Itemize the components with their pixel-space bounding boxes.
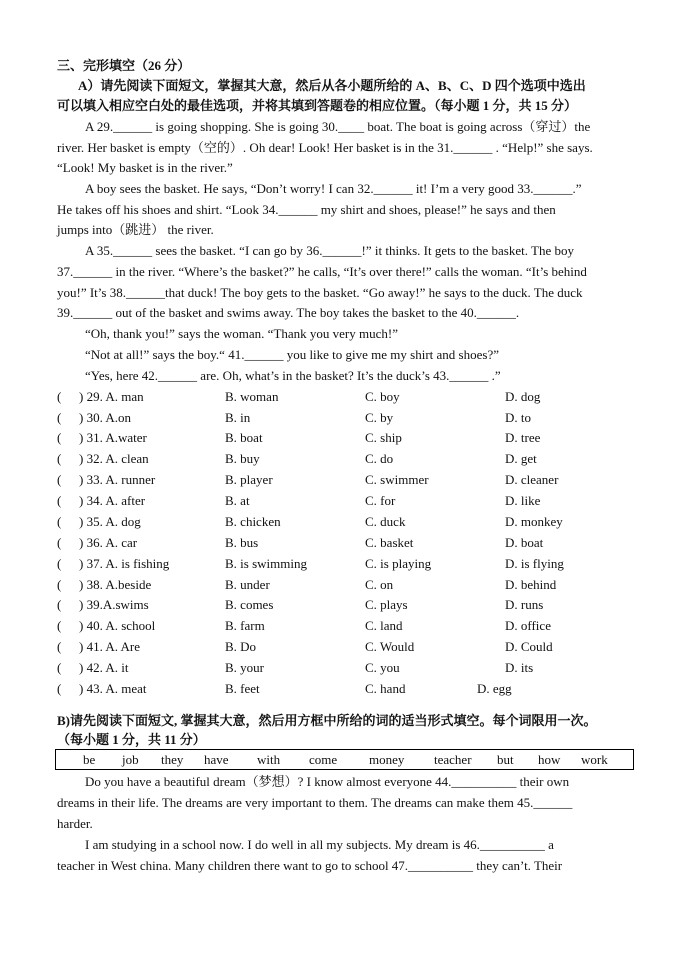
option-b: B. comes bbox=[225, 597, 274, 612]
option-d: D. dog bbox=[505, 389, 541, 404]
part-b-instruction: （每小题 1 分，共 11 分） bbox=[57, 732, 206, 747]
option-c: C. you bbox=[365, 660, 400, 675]
option-d: D. behind bbox=[505, 577, 557, 592]
option-d: D. like bbox=[505, 493, 541, 508]
option-b: B. buy bbox=[225, 451, 260, 466]
option-b: B. chicken bbox=[225, 514, 281, 529]
option-b: B. Do bbox=[225, 639, 257, 654]
option-a: ) 42. A. it bbox=[79, 660, 129, 675]
answer-paren[interactable]: ( bbox=[57, 535, 62, 550]
question-row bbox=[57, 428, 637, 448]
option-a: ) 33. A. runner bbox=[79, 472, 156, 487]
word-box-item: come bbox=[309, 752, 338, 767]
option-d: D. monkey bbox=[505, 514, 563, 529]
option-d: D. get bbox=[505, 451, 537, 466]
answer-paren[interactable]: ( bbox=[57, 577, 62, 592]
option-c: C. plays bbox=[365, 597, 408, 612]
question-row bbox=[57, 449, 637, 469]
word-box bbox=[55, 749, 634, 770]
word-box-item: how bbox=[538, 752, 561, 767]
answer-paren[interactable]: ( bbox=[57, 493, 62, 508]
option-c: C. do bbox=[365, 451, 394, 466]
option-b: B. in bbox=[225, 410, 251, 425]
option-d: D. boat bbox=[505, 535, 544, 550]
answer-paren[interactable]: ( bbox=[57, 681, 62, 696]
passage-line: A 29.______ is going shopping. She is going 30.____ boat. The boat is going across（穿过）the bbox=[85, 119, 591, 134]
question-row bbox=[57, 679, 637, 699]
option-b: B. under bbox=[225, 577, 270, 592]
question-row bbox=[57, 575, 637, 595]
word-box-item: job bbox=[122, 752, 139, 767]
question-row bbox=[57, 408, 637, 428]
option-c: C. basket bbox=[365, 535, 414, 550]
option-b: B. your bbox=[225, 660, 264, 675]
option-d: D. its bbox=[505, 660, 534, 675]
option-b: B. player bbox=[225, 472, 273, 487]
option-b: B. at bbox=[225, 493, 250, 508]
option-d: D. Could bbox=[505, 639, 553, 654]
answer-paren[interactable]: ( bbox=[57, 556, 62, 571]
part-a-instruction: A）请先阅读下面短文，掌握其大意，然后从各小题所给的 A、B、C、D 四个选项中选出 bbox=[78, 78, 586, 93]
option-a: ) 31. A.water bbox=[79, 430, 147, 445]
answer-paren[interactable]: ( bbox=[57, 430, 62, 445]
passage-line: Do you have a beautiful dream（梦想）? I know almost everyone 44.__________ their own bbox=[85, 774, 570, 789]
passage-line: 39.______ out of the basket and swims away. The boy takes the basket to the 40.______. bbox=[57, 305, 520, 320]
option-a: ) 38. A.beside bbox=[79, 577, 152, 592]
passage-line: dreams in their life. The dreams are very important to them. The dreams can make them 45.______ bbox=[57, 795, 573, 810]
question-row bbox=[57, 387, 637, 407]
option-a: ) 39.A.swims bbox=[79, 597, 149, 612]
option-c: C. land bbox=[365, 618, 403, 633]
option-c: C. Would bbox=[365, 639, 415, 654]
option-d: D. egg bbox=[477, 681, 512, 696]
word-box-item: they bbox=[161, 752, 184, 767]
word-box-item: have bbox=[204, 752, 229, 767]
answer-paren[interactable]: ( bbox=[57, 639, 62, 654]
option-a: ) 43. A. meat bbox=[79, 681, 147, 696]
option-a: ) 37. A. is fishing bbox=[79, 556, 170, 571]
passage-line: 37.______ in the river. “Where’s the basket?” he calls, “It’s over there!” calls the woman. “It’s behind bbox=[57, 264, 587, 279]
answer-paren[interactable]: ( bbox=[57, 660, 62, 675]
question-row bbox=[57, 616, 637, 636]
option-d: D. is flying bbox=[505, 556, 564, 571]
passage-line: “Oh, thank you!” says the woman. “Thank you very much!” bbox=[85, 326, 398, 341]
option-c: C. boy bbox=[365, 389, 400, 404]
question-row bbox=[57, 512, 637, 532]
option-b: B. is swimming bbox=[225, 556, 307, 571]
question-row bbox=[57, 491, 637, 511]
word-box-item: be bbox=[83, 752, 96, 767]
option-c: C. duck bbox=[365, 514, 406, 529]
question-row bbox=[57, 637, 637, 657]
passage-line: A boy sees the basket. He says, “Don’t worry! I can 32.______ it! I’m a very good 33.______.” bbox=[85, 181, 582, 196]
passage-line: He takes off his shoes and shirt. “Look 34.______ my shirt and shoes, please!” he says and then bbox=[57, 202, 556, 217]
option-b: B. bus bbox=[225, 535, 259, 550]
answer-paren[interactable]: ( bbox=[57, 472, 62, 487]
passage-line: teacher in West china. Many children there want to go to school 47.__________ they can’t. Their bbox=[57, 858, 563, 873]
option-a: ) 35. A. dog bbox=[79, 514, 141, 529]
option-b: B. boat bbox=[225, 430, 263, 445]
answer-paren[interactable]: ( bbox=[57, 514, 62, 529]
option-b: B. farm bbox=[225, 618, 265, 633]
option-a: ) 29. A. man bbox=[79, 389, 144, 404]
passage-line: “Yes, here 42.______ are. Oh, what’s in the basket? It’s the duck’s 43.______ .” bbox=[85, 368, 501, 383]
passage-line: jumps into（跳进） the river. bbox=[57, 222, 214, 237]
option-b: B. woman bbox=[225, 389, 279, 404]
option-d: D. tree bbox=[505, 430, 541, 445]
answer-paren[interactable]: ( bbox=[57, 410, 62, 425]
option-d: D. runs bbox=[505, 597, 544, 612]
option-c: C. by bbox=[365, 410, 394, 425]
option-a: ) 40. A. school bbox=[79, 618, 156, 633]
option-a: ) 36. A. car bbox=[79, 535, 138, 550]
answer-paren[interactable]: ( bbox=[57, 451, 62, 466]
answer-paren[interactable]: ( bbox=[57, 597, 62, 612]
word-box-item: money bbox=[369, 752, 405, 767]
question-row bbox=[57, 658, 637, 678]
option-c: C. is playing bbox=[365, 556, 432, 571]
word-box-item: but bbox=[497, 752, 514, 767]
option-c: C. for bbox=[365, 493, 396, 508]
question-row bbox=[57, 554, 637, 574]
passage-line: “Not at all!” says the boy.“ 41.______ you like to give me my shirt and shoes?” bbox=[85, 347, 499, 362]
option-c: C. hand bbox=[365, 681, 406, 696]
word-box-item: teacher bbox=[434, 752, 472, 767]
answer-paren[interactable]: ( bbox=[57, 618, 62, 633]
option-c: C. on bbox=[365, 577, 394, 592]
option-d: D. office bbox=[505, 618, 551, 633]
option-a: ) 32. A. clean bbox=[79, 451, 149, 466]
option-a: ) 41. A. Are bbox=[79, 639, 141, 654]
question-row bbox=[57, 533, 637, 553]
word-box-item: with bbox=[257, 752, 281, 767]
answer-paren[interactable]: ( bbox=[57, 389, 62, 404]
option-c: C. swimmer bbox=[365, 472, 429, 487]
option-a: ) 30. A.on bbox=[79, 410, 131, 425]
part-a-instruction: 可以填入相应空白处的最佳选项，并将其填到答题卷的相应位置。（每小题 1 分，共 15 分） bbox=[57, 98, 578, 113]
option-d: D. cleaner bbox=[505, 472, 559, 487]
option-a: ) 34. A. after bbox=[79, 493, 146, 508]
word-box-item: work bbox=[581, 752, 608, 767]
option-c: C. ship bbox=[365, 430, 402, 445]
question-row bbox=[57, 470, 637, 490]
passage-line: A 35.______ sees the basket. “I can go by 36.______!” it thinks. It gets to the basket. The boy bbox=[85, 243, 574, 258]
section-title: 三、完形填空（26 分） bbox=[57, 58, 191, 73]
passage-line: river. Her basket is empty（空的）. Oh dear! Look! Her basket is in the 31.______ . “Help!” she says. bbox=[57, 140, 593, 155]
passage-line: you!” It’s 38.______that duck! The boy gets to the basket. “Go away!” he says to the duck. The duck bbox=[57, 285, 583, 300]
option-b: B. feet bbox=[225, 681, 260, 696]
part-b-instruction: B)请先阅读下面短文, 掌握其大意，然后用方框中所给的词的适当形式填空。每个词限用一次。 bbox=[57, 713, 597, 728]
passage-line: I am studying in a school now. I do well in all my subjects. My dream is 46.__________ a bbox=[85, 837, 554, 852]
passage-line: harder. bbox=[57, 816, 93, 831]
option-d: D. to bbox=[505, 410, 531, 425]
passage-line: “Look! My basket is in the river.” bbox=[57, 160, 233, 175]
question-row bbox=[57, 595, 637, 615]
